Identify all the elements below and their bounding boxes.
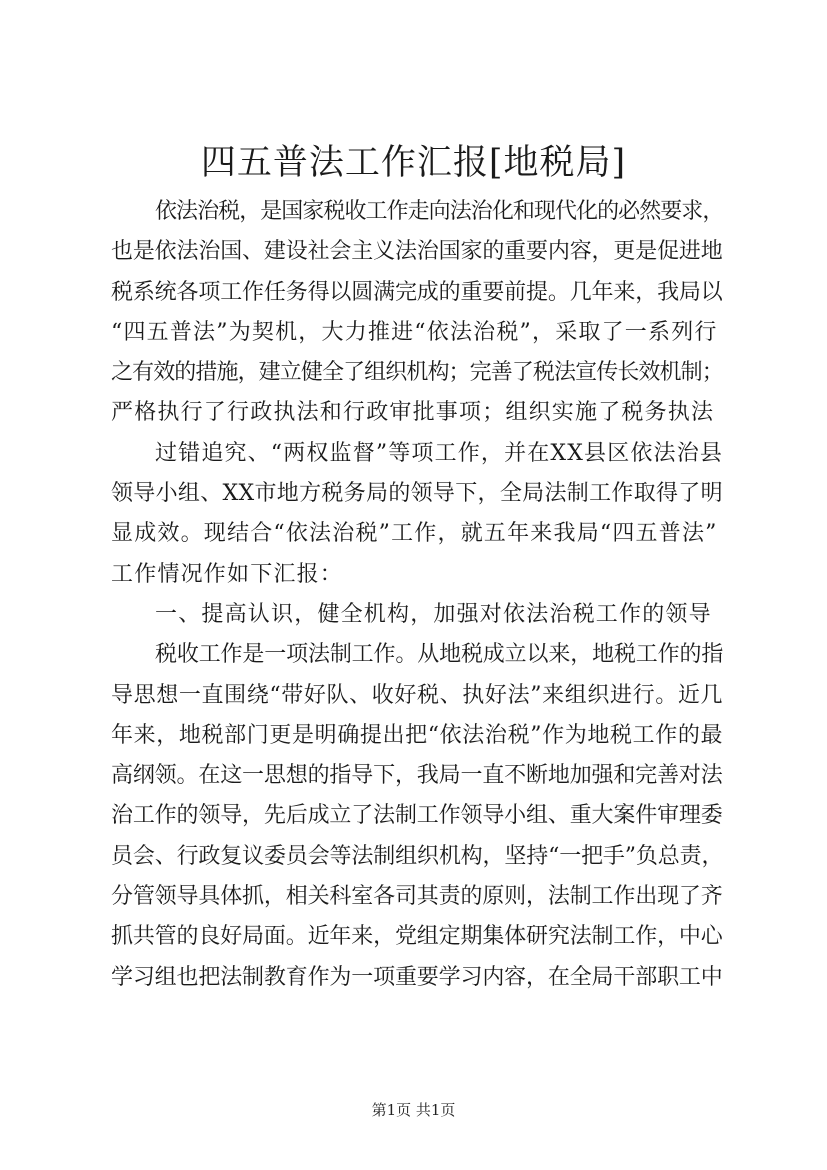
paragraph-line: “四五普法”为契机，大力推进“依法治税”，采取了一系列行 bbox=[111, 319, 718, 345]
page-number-footer: 第1页 共1页 bbox=[371, 1101, 456, 1119]
paragraph-line: 之有效的措施，建立健全了组织机构；完善了税法宣传长效机制； bbox=[111, 360, 723, 386]
paragraph-line: 显成效。现结合“依法治税”工作，就五年来我局“四五普法” bbox=[111, 521, 718, 547]
paragraph-line: 分管领导具体抓，相关科室各司其责的原则，法制工作出现了齐 bbox=[111, 884, 723, 910]
paragraph-line: 员会、行政复议委员会等法制组织机构，坚持“一把手”负总责， bbox=[111, 843, 724, 869]
paragraph-line: 严格执行了行政执法和行政审批事项；组织实施了税务执法 bbox=[111, 400, 715, 426]
paragraph-line: 依法治税，是国家税收工作走向法治化和现代化的必然要求， bbox=[155, 199, 724, 224]
paragraph-line: 治工作的领导，先后成立了法制工作领导小组、重大案件审理委 bbox=[111, 803, 723, 829]
paragraph-line: 过错追究、“两权监督”等项工作，并在XX县区依法治县 bbox=[155, 440, 724, 466]
paragraph-line: 税系统各项工作任务得以圆满完成的重要前提。几年来，我局以 bbox=[111, 279, 723, 305]
paragraph-line: 工作情况作如下汇报： bbox=[111, 561, 344, 587]
paragraph-line: 抓共管的良好局面。近年来，党组定期集体研究法制工作，中心 bbox=[111, 924, 723, 950]
document-body bbox=[111, 192, 723, 998]
paragraph-line: 导思想一直围绕“带好队、收好税、执好法”来组织进行。近几 bbox=[111, 682, 724, 708]
paragraph-line: 高纲领。在这一思想的指导下，我局一直不断地加强和完善对法 bbox=[111, 763, 723, 789]
paragraph-line: 也是依法治国、建设社会主义法治国家的重要内容，更是促进地 bbox=[111, 239, 723, 265]
paragraph-line: 年来，地税部门更是明确提出把“依法治税”作为地税工作的最 bbox=[111, 722, 724, 748]
paragraph-line: 税收工作是一项法制工作。从地税成立以来，地税工作的指 bbox=[155, 642, 724, 668]
paragraph-line: 学习组也把法制教育作为一项重要学习内容，在全局干部职工中 bbox=[111, 964, 723, 990]
document-title: 四五普法工作汇报[地税局] bbox=[200, 143, 627, 183]
section-heading: 一、提高认识，健全机构，加强对依法治税工作的领导 bbox=[155, 601, 712, 627]
paragraph-line: 领导小组、XX市地方税务局的领导下，全局法制工作取得了明 bbox=[111, 481, 723, 507]
